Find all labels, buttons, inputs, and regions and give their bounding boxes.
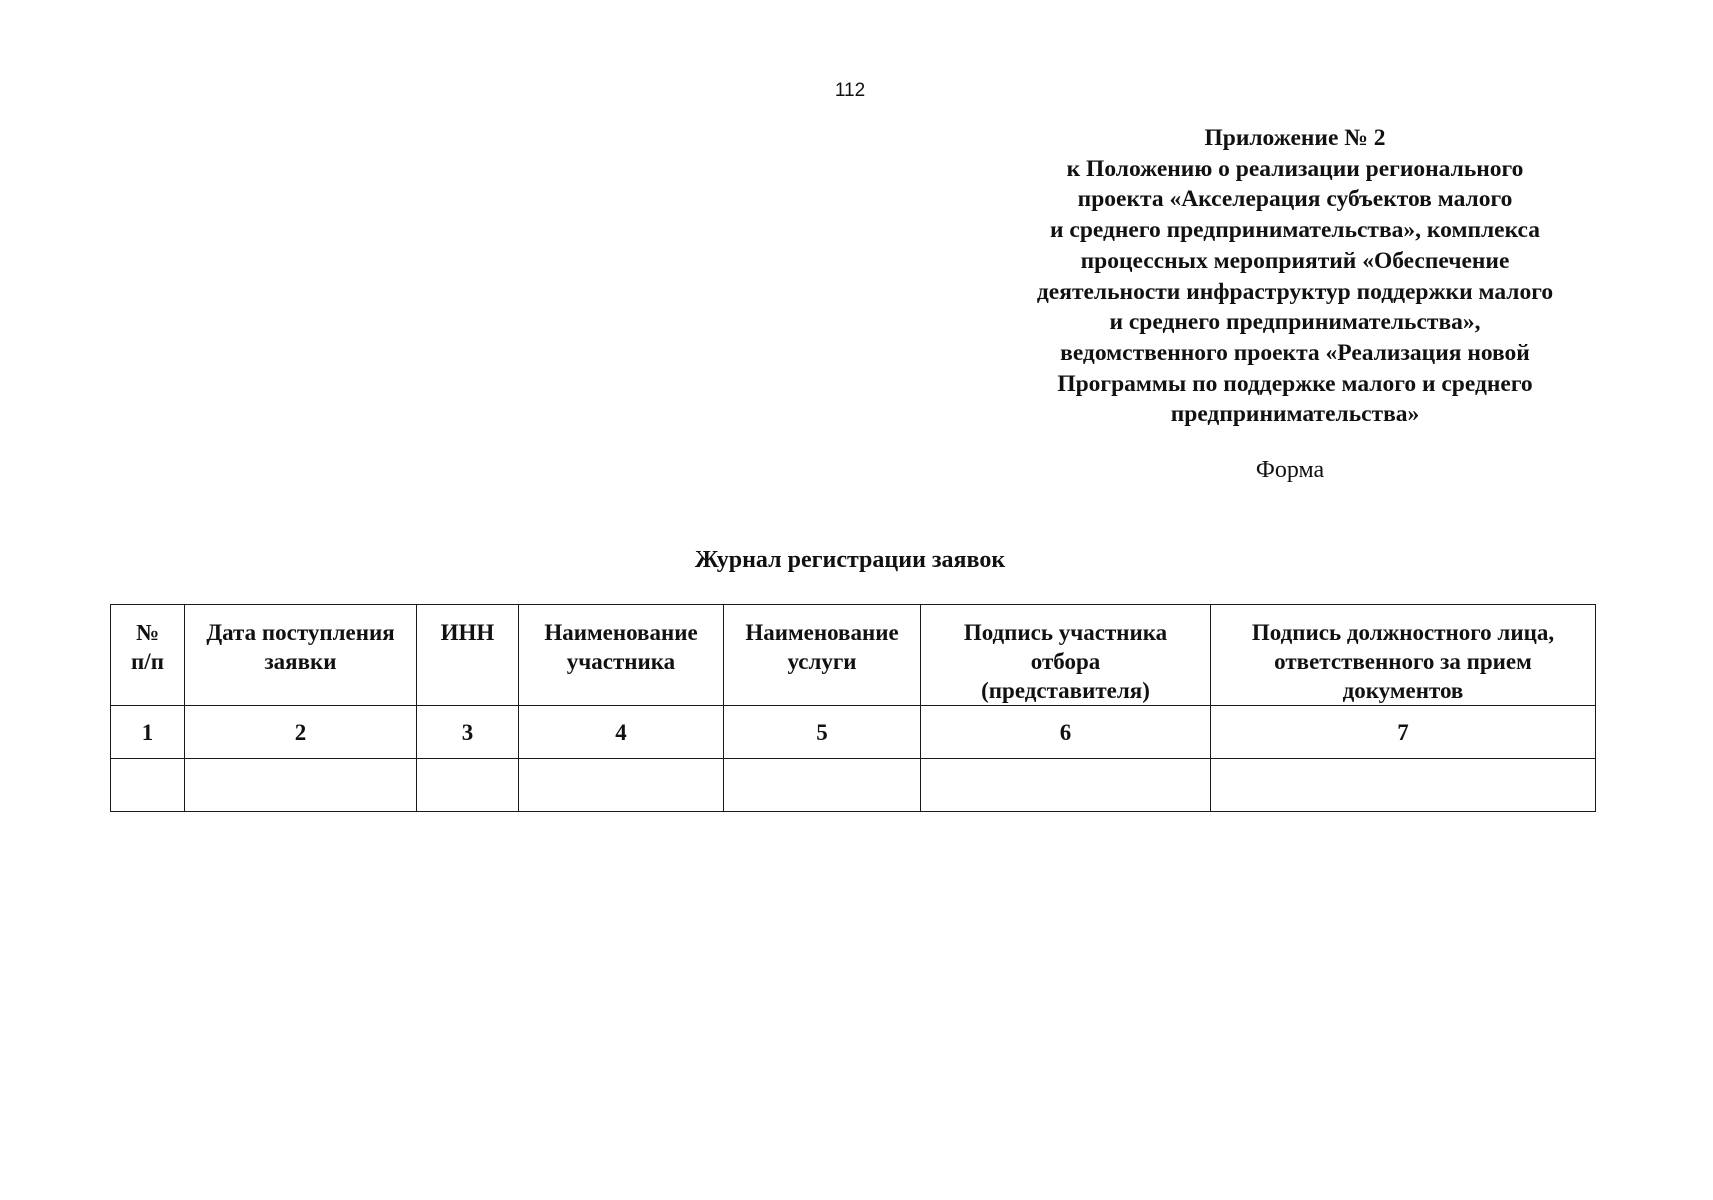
header-line: №	[135, 620, 160, 645]
empty-cell	[519, 759, 724, 812]
appendix-line: и среднего предпринимательства»,	[1109, 309, 1481, 336]
page-number: 112	[834, 80, 866, 101]
header-line: заявки	[264, 649, 337, 674]
header-line: Наименование	[544, 620, 698, 645]
column-number-cell: 2	[185, 706, 417, 759]
header-cell-service	[724, 605, 921, 706]
appendix-line: процессных мероприятий «Обеспечение	[1080, 247, 1510, 274]
table-row	[111, 759, 1596, 812]
table-header-row	[111, 605, 1596, 706]
appendix-line: Программы по поддержке малого и среднего	[1057, 370, 1533, 397]
column-number-cell: 3	[417, 706, 519, 759]
appendix-line: к Положению о реализации регионального	[1066, 155, 1524, 182]
registration-journal-table	[110, 604, 1596, 812]
appendix-line: ведомственного проекта «Реализация новой	[1060, 339, 1530, 366]
header-line: (представителя)	[981, 678, 1150, 703]
header-line: Подпись участника	[963, 620, 1168, 645]
column-number-row	[111, 706, 1596, 759]
header-cell-number	[111, 605, 185, 706]
empty-cell	[417, 759, 519, 812]
column-number-cell: 4	[519, 706, 724, 759]
header-line: Дата поступления	[206, 620, 395, 645]
column-number-cell: 6	[921, 706, 1211, 759]
appendix-line: проекта «Акселерация субъектов малого	[1077, 186, 1513, 213]
document-title: Журнал регистрации заявок	[694, 547, 1006, 573]
column-number-cell: 1	[111, 706, 185, 759]
header-line: участника	[566, 649, 676, 674]
empty-cell	[1211, 759, 1596, 812]
header-cell-participant-signature	[921, 605, 1211, 706]
header-cell-official-signature	[1211, 605, 1596, 706]
header-line: ИНН	[440, 620, 495, 645]
empty-cell	[111, 759, 185, 812]
header-cell-inn	[417, 605, 519, 706]
header-line: Наименование	[745, 620, 899, 645]
column-number-cell: 7	[1211, 706, 1596, 759]
appendix-line: предпринимательства»	[1170, 401, 1420, 428]
empty-cell	[724, 759, 921, 812]
header-line: Подпись должностного лица,	[1251, 620, 1555, 645]
header-cell-date	[185, 605, 417, 706]
column-number-cell: 5	[724, 706, 921, 759]
appendix-line: деятельности инфраструктур поддержки малого	[1036, 278, 1554, 305]
header-line: отбора	[1030, 649, 1101, 674]
appendix-header	[985, 123, 1605, 430]
appendix-line: и среднего предпринимательства», комплекса	[1049, 217, 1541, 244]
empty-cell	[921, 759, 1211, 812]
header-line: документов	[1342, 678, 1464, 703]
header-line: услуги	[787, 649, 857, 674]
empty-cell	[185, 759, 417, 812]
form-label: Форма	[1255, 457, 1325, 483]
appendix-line: Приложение № 2	[1204, 125, 1386, 151]
header-line: п/п	[131, 649, 164, 674]
header-cell-participant	[519, 605, 724, 706]
header-line: ответственного за прием	[1274, 649, 1532, 674]
